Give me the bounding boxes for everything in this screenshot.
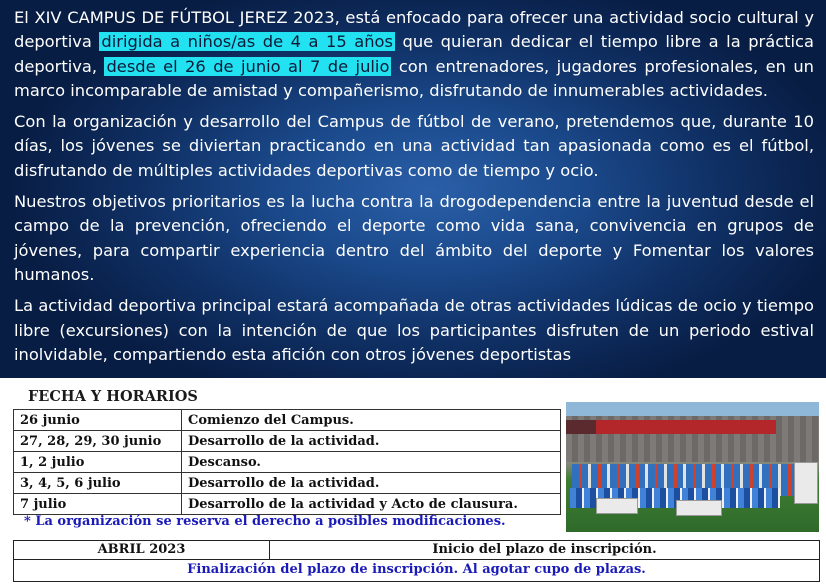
paragraph-1: El XIV CAMPUS DE FÚTBOL JEREZ 2023, está enfocado para ofrecer una actividad socio cultural y deportiva dirigida a niños/as de 4 a 15 años que quieran dedicar el tiempo libre a la práctica deportiva, desde el 26 de junio al 7 de julio con entrenadores, jugadores profesionales, en un marco incomparable de amistad y compañerismo, disfrutando de innumerables actividades. (14, 8, 815, 100)
schedule-date: 27, 28, 29, 30 junio (14, 431, 182, 452)
schedule-desc: Desarrollo de la actividad y Acto de clausura. (182, 494, 561, 515)
schedule-title: FECHA Y HORARIOS (28, 388, 198, 405)
schedule-row (14, 494, 561, 515)
schedule-row (14, 431, 561, 452)
schedule-row (14, 410, 561, 431)
registration-box (13, 540, 820, 582)
intro-text (14, 6, 814, 374)
schedule-row (14, 473, 561, 494)
sponsor-sign (596, 498, 638, 514)
campus-group-photo (566, 402, 819, 532)
registration-start: Inicio del plazo de inscripción. (432, 542, 657, 557)
schedule-table (13, 409, 561, 515)
schedule-row (14, 452, 561, 473)
registration-date: ABRIL 2023 (14, 541, 270, 559)
schedule-date: 26 junio (14, 410, 182, 431)
schedule-desc: Desarrollo de la actividad. (182, 431, 561, 452)
schedule-date: 3, 4, 5, 6 julio (14, 473, 182, 494)
schedule-desc: Desarrollo de la actividad. (182, 473, 561, 494)
highlight-age: dirigida a niños/as de 4 a 15 años (101, 32, 393, 52)
schedule-desc: Comienzo del Campus. (182, 410, 561, 431)
schedule-date: 7 julio (14, 494, 182, 515)
paragraph-2: Con la organización y desarrollo del Campus de fútbol de verano, pretendemos que, durante 10 días, los jóvenes se diviertan practicando en una actividad tan apasionada como es el fútbol, disfrutando de múltiples actividades deportivas como de tiempo y ocio. (14, 112, 814, 180)
sponsor-sign (794, 462, 818, 504)
registration-end: Finalización del plazo de inscripción. Al agotar cupo de plazas. (187, 562, 646, 577)
schedule-date: 1, 2 julio (14, 452, 182, 473)
schedule-desc: Descanso. (182, 452, 561, 473)
paragraph-4: La actividad deportiva principal estará acompañada de otras actividades lúdicas de ocio y tiempo libre (excursiones) con la intención de que los participantes disfruten de un periodo estival inolvidable, compartiendo esta afición con otros jóvenes deportistas (14, 296, 814, 364)
modification-note: * La organización se reserva el derecho a posibles modificaciones. (24, 514, 506, 529)
stadium-banner (596, 420, 776, 434)
paragraph-3: Nuestros objetivos prioritarios es la lucha contra la drogodependencia entre la juventud desde el campo de la prevención, ofreciendo el deporte como vida sana, convivencia en grupos de jóvenes, para compartir experiencia dentro del ámbito del deporte y Fomentar los valores humanos. (14, 192, 814, 284)
sponsor-sign (676, 500, 722, 516)
highlight-dates: desde el 26 de junio al 7 de julio (106, 56, 390, 76)
